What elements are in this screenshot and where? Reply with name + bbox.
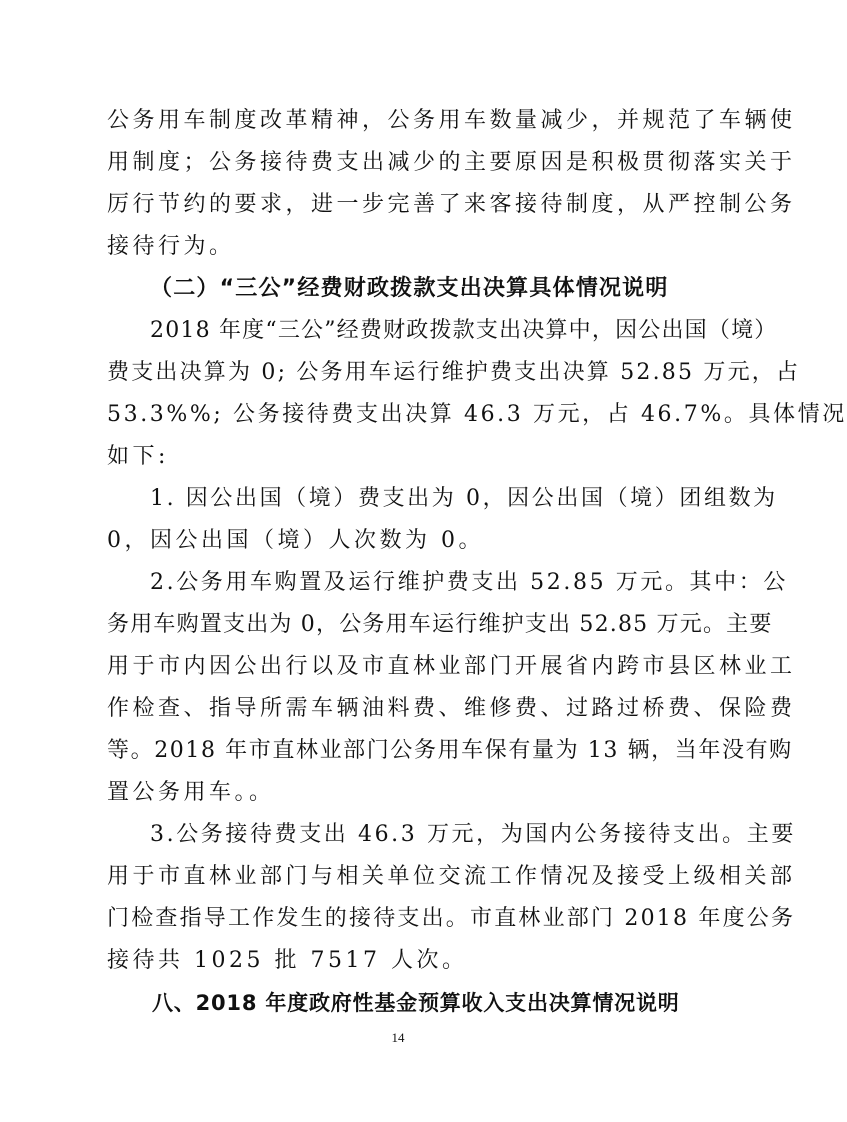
item-2-line-1: 2.公务用车购置及运行维护费支出 52.85 万元。其中：公 — [150, 570, 788, 595]
item-3-line-1: 3.公务接待费支出 46.3 万元，为国内公务接待支出。主要 — [150, 822, 796, 847]
paragraph-2-line-2: 费支出决算为 0; 公务用车运行维护费支出决算 52.85 万元，占 — [107, 360, 801, 385]
item-1-line-1: 1. 因公出国（境）费支出为 0，因公出国（境）团组数为 — [150, 486, 778, 511]
item-3-line-3: 门检查指导工作发生的接待支出。市直林业部门 2018 年度公务 — [107, 906, 796, 931]
item-2-line-6: 置公务用车。。 — [107, 780, 275, 805]
item-2-line-2: 务用车购置支出为 0，公务用车运行维护支出 52.85 万元。主要 — [107, 612, 773, 637]
item-2-line-4: 作检查、指导所需车辆油料费、维修费、过路过桥费、保险费 — [107, 696, 796, 721]
paragraph-2-line-1: 2018 年度“三公”经费财政拨款支出决算中，因公出国（境） — [150, 318, 778, 343]
paragraph-1-line-3: 厉行节约的要求，进一步完善了来客接待制度，从严控制公务 — [107, 192, 796, 217]
item-2-line-5: 等。2018 年市直林业部门公务用车保有量为 13 辆，当年没有购 — [107, 738, 793, 763]
paragraph-2-line-4: 如下: — [107, 444, 169, 469]
item-1-line-2: 0，因公出国（境）人次数为 0。 — [107, 528, 484, 553]
item-3-line-2: 用于市直林业部门与相关单位交流工作情况及接受上级相关部 — [107, 864, 796, 889]
paragraph-2-line-3: 53.3%%; 公务接待费支出决算 46.3 万元，占 46.7%。具体情况 — [107, 402, 847, 427]
paragraph-1-line-1: 公务用车制度改革精神，公务用车数量减少，并规范了车辆使 — [107, 108, 796, 133]
item-2-line-3: 用于市内因公出行以及市直林业部门开展省内跨市县区林业工 — [107, 654, 796, 679]
paragraph-1-line-2: 用制度；公务接待费支出减少的主要原因是积极贯彻落实关于 — [107, 150, 796, 175]
chapter-heading: 八、2018 年度政府性基金预算收入支出决算情况说明 — [152, 991, 680, 1015]
paragraph-1-line-4: 接待行为。 — [107, 234, 235, 259]
page-number: 14 — [391, 1030, 405, 1045]
section-heading: （二）“三公”经费财政拨款支出决算具体情况说明 — [150, 276, 669, 301]
item-3-line-4: 接待共 1025 批 7517 人次。 — [107, 948, 468, 973]
